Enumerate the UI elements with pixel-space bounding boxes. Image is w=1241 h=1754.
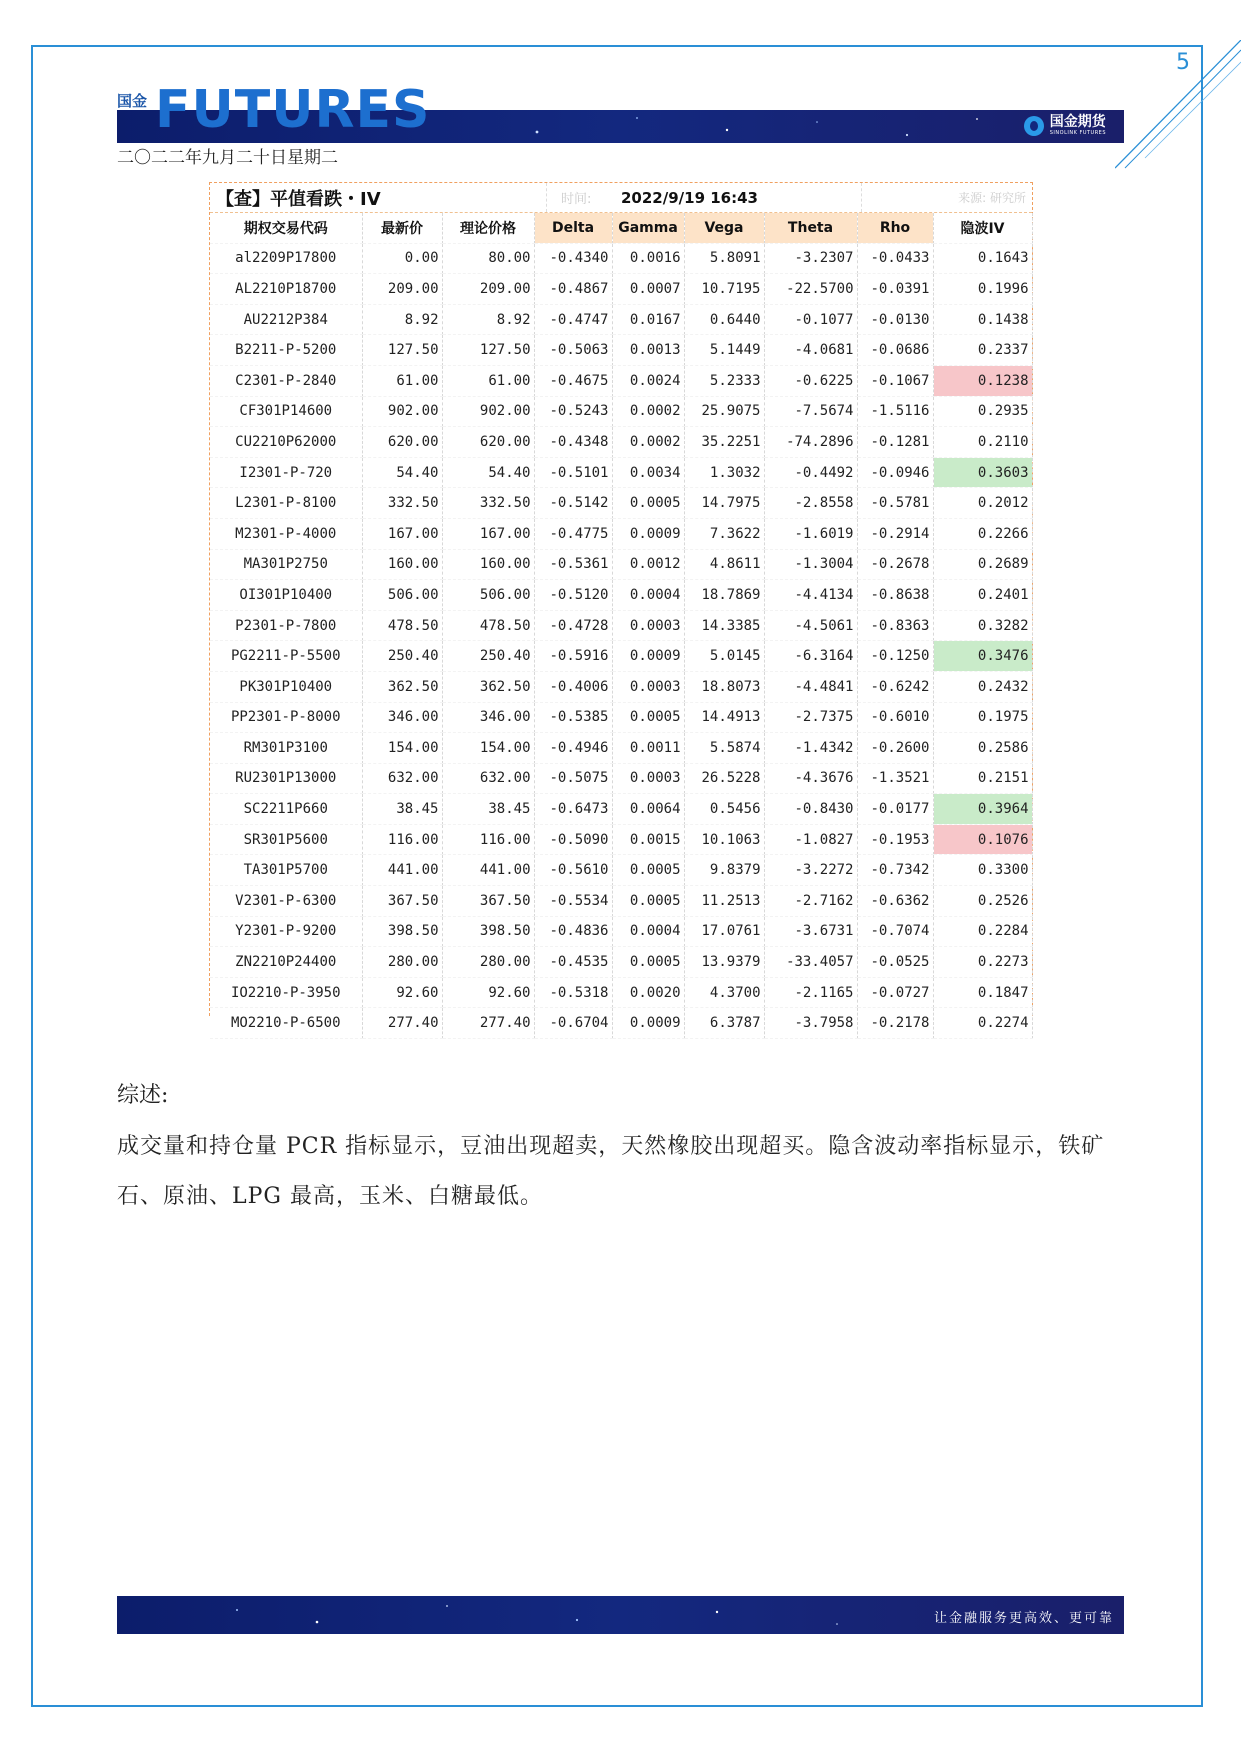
- table-cell: 209.00: [442, 274, 534, 305]
- table-row: [210, 396, 1032, 427]
- options-table-screenshot: [209, 182, 1033, 1032]
- table-cell: -0.5781: [857, 488, 933, 519]
- table-cell: 18.8073: [684, 671, 764, 702]
- table-cell: -0.4775: [534, 518, 612, 549]
- table-cell: 0.0013: [612, 335, 684, 366]
- table-cell: 14.3385: [684, 610, 764, 641]
- table-cell: -0.5090: [534, 824, 612, 855]
- table-cell: -0.2678: [857, 549, 933, 580]
- table-row: [210, 304, 1032, 335]
- table-cell: 250.40: [362, 641, 442, 672]
- table-cell: 0.0020: [612, 977, 684, 1008]
- table-cell: CF301P14600: [210, 396, 362, 427]
- table-cell: 478.50: [362, 610, 442, 641]
- table-cell: 7.3622: [684, 518, 764, 549]
- table-cell: -0.8363: [857, 610, 933, 641]
- table-cell: 116.00: [362, 824, 442, 855]
- table-cell: -0.4728: [534, 610, 612, 641]
- table-cell: 0.0003: [612, 671, 684, 702]
- table-header-bar: [210, 183, 1032, 213]
- table-cell: -0.0686: [857, 335, 933, 366]
- table-cell: 0.0004: [612, 916, 684, 947]
- table-cell: 92.60: [362, 977, 442, 1008]
- table-cell: 0.2337: [933, 335, 1032, 366]
- table-cell: -1.6019: [764, 518, 857, 549]
- table-cell: 54.40: [362, 457, 442, 488]
- table-cell: 620.00: [362, 427, 442, 458]
- table-cell: -0.0130: [857, 304, 933, 335]
- table-cell: 80.00: [442, 243, 534, 274]
- table-cell: -0.2600: [857, 733, 933, 764]
- table-cell: 0.3603: [933, 457, 1032, 488]
- table-cell: P2301-P-7800: [210, 610, 362, 641]
- table-cell: -0.0177: [857, 794, 933, 825]
- table-cell: -0.0391: [857, 274, 933, 305]
- table-cell: 13.9379: [684, 947, 764, 978]
- table-cell: -0.5120: [534, 580, 612, 611]
- table-cell: 35.2251: [684, 427, 764, 458]
- table-cell: 367.50: [362, 886, 442, 917]
- table-cell: C2301-P-2840: [210, 365, 362, 396]
- table-cell: 0.2401: [933, 580, 1032, 611]
- table-cell: 0.0005: [612, 488, 684, 519]
- table-cell: 332.50: [442, 488, 534, 519]
- table-cell: -0.6473: [534, 794, 612, 825]
- table-cell: -0.1953: [857, 824, 933, 855]
- table-row: [210, 488, 1032, 519]
- table-cell: -4.5061: [764, 610, 857, 641]
- table-cell: 902.00: [442, 396, 534, 427]
- table-cell: AU2212P384: [210, 304, 362, 335]
- page-number: 5: [1176, 50, 1190, 75]
- table-cell: M2301-P-4000: [210, 518, 362, 549]
- table-cell: 0.0005: [612, 947, 684, 978]
- table-cell: -4.0681: [764, 335, 857, 366]
- table-cell: -0.4340: [534, 243, 612, 274]
- table-cell: MO2210-P-6500: [210, 1008, 362, 1039]
- table-cell: 0.2266: [933, 518, 1032, 549]
- table-cell: -0.4492: [764, 457, 857, 488]
- table-cell: 398.50: [442, 916, 534, 947]
- table-cell: -0.4675: [534, 365, 612, 396]
- table-cell: Y2301-P-9200: [210, 916, 362, 947]
- table-cell: TA301P5700: [210, 855, 362, 886]
- table-cell: -2.7162: [764, 886, 857, 917]
- table-cell: -0.4535: [534, 947, 612, 978]
- table-cell: AL2210P18700: [210, 274, 362, 305]
- table-cell: 0.0004: [612, 580, 684, 611]
- table-cell: 0.2012: [933, 488, 1032, 519]
- table-cell: 0.0009: [612, 641, 684, 672]
- table-cell: 0.3476: [933, 641, 1032, 672]
- table-cell: 0.0016: [612, 243, 684, 274]
- table-cell: -0.1281: [857, 427, 933, 458]
- table-cell: -0.4836: [534, 916, 612, 947]
- time-value: 2022/9/19 16:43: [621, 183, 862, 212]
- table-cell: -0.5318: [534, 977, 612, 1008]
- table-cell: 0.2432: [933, 671, 1032, 702]
- table-cell: 0.2284: [933, 916, 1032, 947]
- table-cell: -0.0525: [857, 947, 933, 978]
- table-cell: 0.1975: [933, 702, 1032, 733]
- table-cell: 346.00: [442, 702, 534, 733]
- table-cell: -3.6731: [764, 916, 857, 947]
- table-cell: 154.00: [362, 733, 442, 764]
- table-cell: 277.40: [442, 1008, 534, 1039]
- table-cell: 0.2586: [933, 733, 1032, 764]
- table-cell: 154.00: [442, 733, 534, 764]
- table-cell: 8.92: [442, 304, 534, 335]
- corner-decoration: [1115, 40, 1241, 170]
- table-cell: 14.4913: [684, 702, 764, 733]
- table-cell: 346.00: [362, 702, 442, 733]
- table-cell: 0.0002: [612, 396, 684, 427]
- column-header: Theta: [764, 213, 857, 243]
- table-cell: 0.1643: [933, 243, 1032, 274]
- table-cell: 367.50: [442, 886, 534, 917]
- table-cell: 0.5456: [684, 794, 764, 825]
- table-cell: 5.0145: [684, 641, 764, 672]
- table-cell: 0.3282: [933, 610, 1032, 641]
- table-cell: -0.5075: [534, 763, 612, 794]
- table-cell: -0.5101: [534, 457, 612, 488]
- table-cell: 620.00: [442, 427, 534, 458]
- table-cell: 0.1847: [933, 977, 1032, 1008]
- table-cell: 26.5228: [684, 763, 764, 794]
- column-header: 最新价: [362, 213, 442, 243]
- table-cell: 441.00: [362, 855, 442, 886]
- table-cell: -1.3521: [857, 763, 933, 794]
- table-cell: L2301-P-8100: [210, 488, 362, 519]
- table-row: [210, 824, 1032, 855]
- table-cell: 0.0012: [612, 549, 684, 580]
- table-cell: -0.5142: [534, 488, 612, 519]
- table-cell: -0.4946: [534, 733, 612, 764]
- table-cell: -2.7375: [764, 702, 857, 733]
- logo-cn-line1: 国金: [117, 92, 148, 110]
- table-body: [210, 243, 1032, 1038]
- table-cell: 250.40: [442, 641, 534, 672]
- footer-slogan: 让金融服务更高效、更可靠: [933, 1611, 1114, 1626]
- table-cell: -0.6242: [857, 671, 933, 702]
- table-cell: -0.1250: [857, 641, 933, 672]
- table-header-row: [210, 213, 1032, 243]
- table-cell: 277.40: [362, 1008, 442, 1039]
- table-cell: -0.0433: [857, 243, 933, 274]
- table-cell: 441.00: [442, 855, 534, 886]
- table-cell: -0.6010: [857, 702, 933, 733]
- table-row: [210, 641, 1032, 672]
- table-cell: SR301P5600: [210, 824, 362, 855]
- table-cell: -4.4134: [764, 580, 857, 611]
- table-cell: 632.00: [442, 763, 534, 794]
- table-cell: 0.0003: [612, 763, 684, 794]
- footer-band: [117, 1596, 1124, 1634]
- source-label: 来源: 研究所: [958, 191, 1026, 205]
- table-cell: 0.0005: [612, 702, 684, 733]
- table-cell: 478.50: [442, 610, 534, 641]
- table-cell: 127.50: [362, 335, 442, 366]
- table-cell: ZN2210P24400: [210, 947, 362, 978]
- summary-body: 成交量和持仓量 PCR 指标显示，豆油出现超卖，天然橡胶出现超买。隐含波动率指标显示，铁矿石、原油、LPG 最高，玉米、白糖最低。: [117, 1134, 1105, 1209]
- table-cell: 280.00: [442, 947, 534, 978]
- table-cell: 0.2110: [933, 427, 1032, 458]
- table-row: [210, 243, 1032, 274]
- table-cell: -0.5385: [534, 702, 612, 733]
- table-cell: -0.4006: [534, 671, 612, 702]
- table-cell: 0.1438: [933, 304, 1032, 335]
- table-cell: 0.1996: [933, 274, 1032, 305]
- table-cell: -1.4342: [764, 733, 857, 764]
- table-cell: 0.6440: [684, 304, 764, 335]
- table-cell: -74.2896: [764, 427, 857, 458]
- table-cell: 167.00: [442, 518, 534, 549]
- table-cell: 54.40: [442, 457, 534, 488]
- table-cell: 0.2273: [933, 947, 1032, 978]
- table-cell: 0.0064: [612, 794, 684, 825]
- table-cell: 61.00: [362, 365, 442, 396]
- table-cell: 0.0007: [612, 274, 684, 305]
- table-cell: -0.6225: [764, 365, 857, 396]
- table-cell: 4.3700: [684, 977, 764, 1008]
- table-cell: 0.2689: [933, 549, 1032, 580]
- table-cell: RU2301P13000: [210, 763, 362, 794]
- table-cell: 362.50: [362, 671, 442, 702]
- table-row: [210, 855, 1032, 886]
- table-cell: PP2301-P-8000: [210, 702, 362, 733]
- table-cell: 14.7975: [684, 488, 764, 519]
- table-row: [210, 794, 1032, 825]
- table-cell: 209.00: [362, 274, 442, 305]
- table-cell: 17.0761: [684, 916, 764, 947]
- table-cell: 0.0167: [612, 304, 684, 335]
- table-cell: 0.00: [362, 243, 442, 274]
- table-cell: -0.7074: [857, 916, 933, 947]
- table-row: [210, 977, 1032, 1008]
- table-cell: PG2211-P-5500: [210, 641, 362, 672]
- time-label: 时间:: [546, 183, 621, 212]
- table-cell: 167.00: [362, 518, 442, 549]
- column-header: 理论价格: [442, 213, 534, 243]
- table-cell: 0.0005: [612, 855, 684, 886]
- table-row: [210, 549, 1032, 580]
- table-cell: -0.6704: [534, 1008, 612, 1039]
- table-cell: -0.5610: [534, 855, 612, 886]
- table-cell: 116.00: [442, 824, 534, 855]
- table-cell: 160.00: [442, 549, 534, 580]
- table-cell: -1.0827: [764, 824, 857, 855]
- table-row: [210, 947, 1032, 978]
- table-cell: 38.45: [362, 794, 442, 825]
- table-cell: 5.8091: [684, 243, 764, 274]
- table-cell: 127.50: [442, 335, 534, 366]
- table-cell: -3.7958: [764, 1008, 857, 1039]
- table-cell: -0.4867: [534, 274, 612, 305]
- table-cell: RM301P3100: [210, 733, 362, 764]
- table-cell: OI301P10400: [210, 580, 362, 611]
- table-cell: -0.5534: [534, 886, 612, 917]
- table-cell: 902.00: [362, 396, 442, 427]
- table-cell: -0.1067: [857, 365, 933, 396]
- table-cell: 0.2526: [933, 886, 1032, 917]
- table-cell: -0.1077: [764, 304, 857, 335]
- table-cell: -0.8430: [764, 794, 857, 825]
- table-cell: -0.8638: [857, 580, 933, 611]
- table-title: 【查】平值看跌・IV: [216, 188, 381, 210]
- summary-heading: 综述:: [117, 1083, 169, 1108]
- table-cell: 0.0034: [612, 457, 684, 488]
- table-row: [210, 763, 1032, 794]
- table-cell: 10.1063: [684, 824, 764, 855]
- table-cell: B2211-P-5200: [210, 335, 362, 366]
- table-cell: -0.5243: [534, 396, 612, 427]
- table-cell: 332.50: [362, 488, 442, 519]
- table-cell: -0.0946: [857, 457, 933, 488]
- column-header: 期权交易代码: [210, 213, 362, 243]
- table-cell: 6.3787: [684, 1008, 764, 1039]
- table-cell: 38.45: [442, 794, 534, 825]
- table-cell: 0.2935: [933, 396, 1032, 427]
- table-cell: 9.8379: [684, 855, 764, 886]
- table-cell: 0.0011: [612, 733, 684, 764]
- table-cell: 280.00: [362, 947, 442, 978]
- brand-name-cn: 国金期货: [1049, 114, 1106, 130]
- table-cell: al2209P17800: [210, 243, 362, 274]
- table-cell: 160.00: [362, 549, 442, 580]
- table-cell: 92.60: [442, 977, 534, 1008]
- table-cell: -0.7342: [857, 855, 933, 886]
- table-cell: -0.4747: [534, 304, 612, 335]
- table-row: [210, 335, 1032, 366]
- table-cell: 0.0009: [612, 518, 684, 549]
- table-cell: -0.5063: [534, 335, 612, 366]
- table-cell: 632.00: [362, 763, 442, 794]
- logo-futures: FUTURES: [155, 80, 431, 140]
- table-cell: MA301P2750: [210, 549, 362, 580]
- column-header: 隐波IV: [933, 213, 1032, 243]
- table-cell: I2301-P-720: [210, 457, 362, 488]
- table-cell: 398.50: [362, 916, 442, 947]
- table-cell: 1.3032: [684, 457, 764, 488]
- table-cell: 0.0002: [612, 427, 684, 458]
- options-table: [210, 213, 1033, 1039]
- table-cell: IO2210-P-3950: [210, 977, 362, 1008]
- table-cell: V2301-P-6300: [210, 886, 362, 917]
- table-cell: 10.7195: [684, 274, 764, 305]
- table-cell: -0.5916: [534, 641, 612, 672]
- table-cell: -0.4348: [534, 427, 612, 458]
- brand-badge: [1024, 115, 1106, 136]
- column-header: Vega: [684, 213, 764, 243]
- table-cell: 0.0024: [612, 365, 684, 396]
- table-cell: -0.5361: [534, 549, 612, 580]
- table-cell: -0.2914: [857, 518, 933, 549]
- table-row: [210, 580, 1032, 611]
- table-cell: -22.5700: [764, 274, 857, 305]
- table-cell: 61.00: [442, 365, 534, 396]
- table-cell: 0.2151: [933, 763, 1032, 794]
- table-cell: 0.3300: [933, 855, 1032, 886]
- column-header: Rho: [857, 213, 933, 243]
- table-cell: -4.3676: [764, 763, 857, 794]
- table-cell: 0.3964: [933, 794, 1032, 825]
- table-cell: 0.0003: [612, 610, 684, 641]
- table-cell: -3.2272: [764, 855, 857, 886]
- table-cell: 11.2513: [684, 886, 764, 917]
- table-cell: -0.2178: [857, 1008, 933, 1039]
- table-cell: PK301P10400: [210, 671, 362, 702]
- table-cell: -3.2307: [764, 243, 857, 274]
- brand-name-en: SINOLINK FUTURES: [1049, 130, 1106, 136]
- table-cell: -33.4057: [764, 947, 857, 978]
- table-row: [210, 518, 1032, 549]
- table-cell: -2.8558: [764, 488, 857, 519]
- table-cell: 25.9075: [684, 396, 764, 427]
- table-cell: 0.0009: [612, 1008, 684, 1039]
- table-row: [210, 916, 1032, 947]
- table-cell: 5.1449: [684, 335, 764, 366]
- table-cell: 18.7869: [684, 580, 764, 611]
- report-date: 二〇二二年九月二十日星期二: [117, 148, 338, 168]
- table-cell: -1.3004: [764, 549, 857, 580]
- table-cell: 0.1238: [933, 365, 1032, 396]
- table-cell: -1.5116: [857, 396, 933, 427]
- table-row: [210, 671, 1032, 702]
- table-cell: 8.92: [362, 304, 442, 335]
- table-cell: 506.00: [362, 580, 442, 611]
- table-cell: -0.0727: [857, 977, 933, 1008]
- table-cell: 0.1076: [933, 824, 1032, 855]
- table-cell: -7.5674: [764, 396, 857, 427]
- table-row: [210, 457, 1032, 488]
- table-row: [210, 427, 1032, 458]
- table-cell: 4.8611: [684, 549, 764, 580]
- column-header: Gamma: [612, 213, 684, 243]
- column-header: Delta: [534, 213, 612, 243]
- table-cell: -2.1165: [764, 977, 857, 1008]
- table-cell: SC2211P660: [210, 794, 362, 825]
- table-cell: CU2210P62000: [210, 427, 362, 458]
- table-cell: -0.6362: [857, 886, 933, 917]
- table-row: [210, 733, 1032, 764]
- table-cell: 5.2333: [684, 365, 764, 396]
- table-cell: 506.00: [442, 580, 534, 611]
- table-cell: -4.4841: [764, 671, 857, 702]
- table-row: [210, 702, 1032, 733]
- table-row: [210, 274, 1032, 305]
- brand-text: [1050, 115, 1106, 136]
- table-cell: 362.50: [442, 671, 534, 702]
- table-cell: 0.0005: [612, 886, 684, 917]
- table-cell: 5.5874: [684, 733, 764, 764]
- table-row: [210, 365, 1032, 396]
- table-row: [210, 610, 1032, 641]
- table-cell: 0.2274: [933, 1008, 1032, 1039]
- table-cell: -6.3164: [764, 641, 857, 672]
- table-cell: 0.0015: [612, 824, 684, 855]
- sinolink-logo-icon: [1024, 116, 1044, 136]
- table-row: [210, 886, 1032, 917]
- table-row: [210, 1008, 1032, 1039]
